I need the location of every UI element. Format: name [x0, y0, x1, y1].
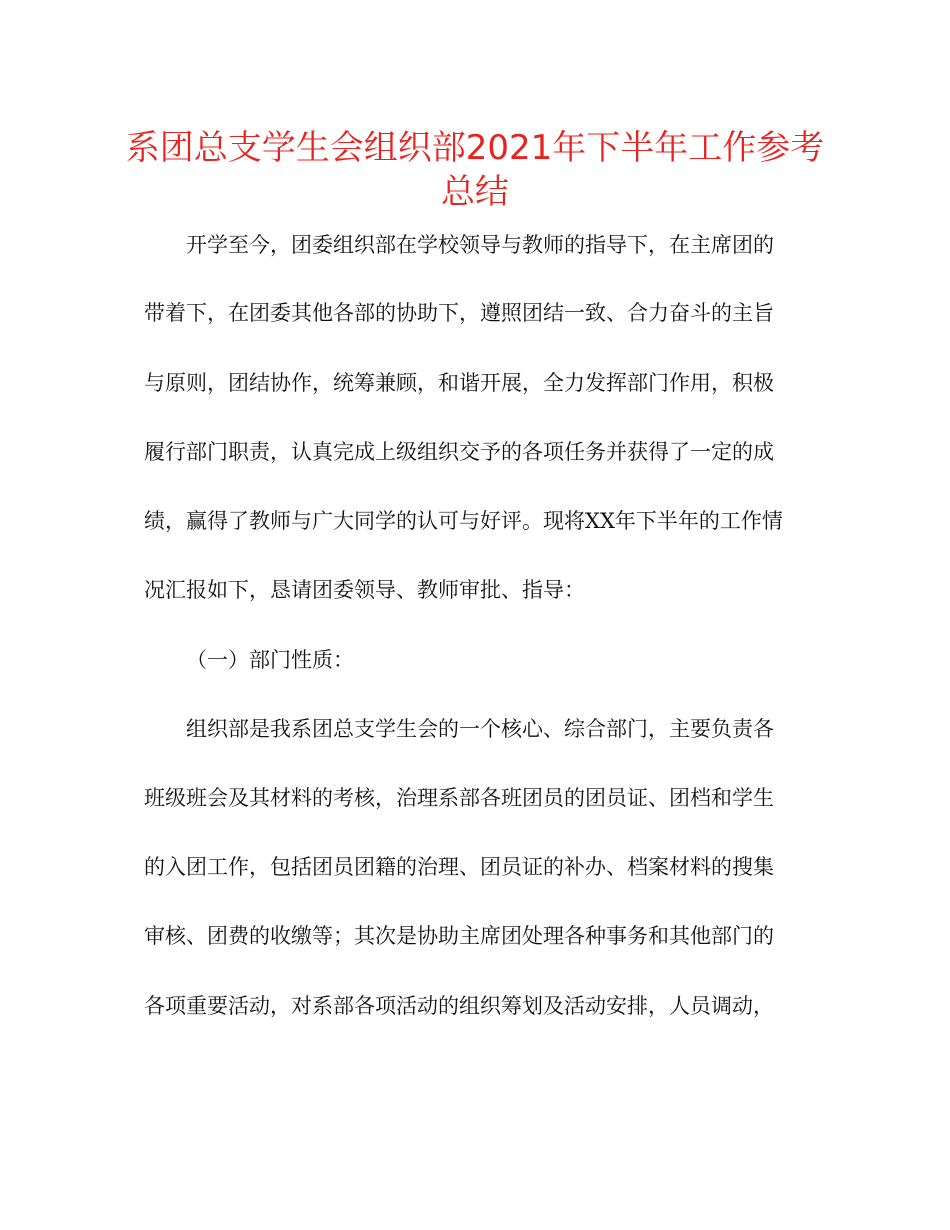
paragraph-line: 与原则，团结协作，统筹兼顾，和谐开展，全力发挥部门作用，积极 — [144, 371, 774, 395]
paragraph-line: 履行部门职责，认真完成上级组织交予的各项任务并获得了一定的成 — [144, 440, 774, 464]
section-heading: （一）部门性质： — [186, 648, 354, 672]
paragraph-line: 带着下，在团委其他各部的协助下，遵照团结一致、合力奋斗的主旨 — [144, 301, 774, 325]
paragraph-line: 的入团工作，包括团员团籍的治理、团员证的补办、档案材料的搜集 — [144, 855, 774, 879]
paragraph-line: 各项重要活动，对系部各项活动的组织筹划及活动安排，人员调动， — [144, 994, 774, 1018]
paragraph-line: 开学至今，团委组织部在学校领导与教师的指导下，在主席团的 — [186, 233, 774, 257]
paragraph-line: 组织部是我系团总支学生会的一个核心、综合部门，主要负责各 — [186, 717, 774, 741]
paragraph-line: 绩，赢得了教师与广大同学的认可与好评。现将XX年下半年的工作情 — [144, 509, 783, 533]
document-title-line-1: 系团总支学生会组织部2021年下半年工作参考 — [125, 128, 825, 168]
document-title-line-2: 总结 — [441, 172, 509, 212]
paragraph-line: 况汇报如下，恳请团委领导、教师审批、指导： — [144, 578, 585, 602]
paragraph-line: 班级班会及其材料的考核，治理系部各班团员的团员证、团档和学生 — [144, 786, 774, 810]
paragraph-line: 审核、团费的收缴等；其次是协助主席团处理各种事务和其他部门的 — [144, 924, 774, 948]
